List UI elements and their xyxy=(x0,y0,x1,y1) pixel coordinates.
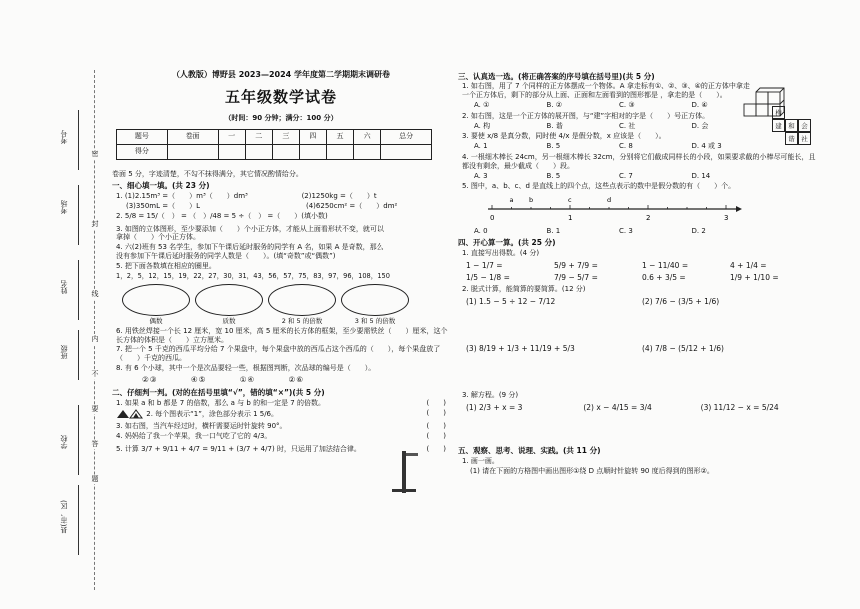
number-line-label: 1 xyxy=(568,214,573,223)
section-3-title: 三、认真选一选。(将正确答案的序号填在括号里)(共 5 分) xyxy=(458,72,655,81)
barrier-gate-icon xyxy=(390,445,420,495)
number-line-point-label: d xyxy=(607,196,612,205)
number-line-label: 2 xyxy=(646,214,651,223)
option[interactable]: C. 3 xyxy=(619,227,633,236)
question-3-3: 3. 要使 x/8 是真分数，同时使 4/x 是假分数，x 应该是（ ）。 xyxy=(462,132,666,141)
ball-group: ④⑤ xyxy=(190,374,207,384)
step-calc-item: (2) 7/6 − (3/5 + 1/6) xyxy=(642,297,720,307)
oval-even[interactable] xyxy=(122,284,190,316)
number-line-label: 0 xyxy=(490,214,495,223)
cut-line xyxy=(94,70,95,590)
question-1-5-numbers: 1，2，5，12，15，19，22，27，30，31，43，56，57，75，83，97，96，108，150 xyxy=(116,271,390,280)
score-input[interactable] xyxy=(272,144,299,159)
question-1-1b xyxy=(126,202,450,211)
question-text: 5. 计算 3/7 + 9/11 + 4/7 = 9/11 + (3/7 + 4/7) 时，只运用了加法结合律。 xyxy=(116,444,361,453)
question-1-3: 3. 如图的立体图形，至少要添加（ ）个小正方体，才能从上面看形状不变，就可以拿掉（ ）个小正方体。 xyxy=(116,224,384,242)
score-input[interactable] xyxy=(354,144,381,159)
score-table-header-row xyxy=(117,129,432,144)
cut-mark: 不 xyxy=(91,370,99,378)
right-column xyxy=(458,70,818,477)
score-input[interactable] xyxy=(167,144,218,159)
oval-label: 质数 xyxy=(222,316,236,325)
number-line-point-label: a xyxy=(509,196,514,205)
option[interactable]: D. 2 xyxy=(691,227,706,236)
exam-title: 五年级数学试卷 xyxy=(224,88,337,106)
answer-paren[interactable]: ( ) xyxy=(426,421,446,430)
exam-note: 卷面 5 分，字迹清楚，不勾不抹得满分，其它情况酌情给分。 xyxy=(112,169,303,178)
question-3-4: 4. 一根细木棒长 24cm，另一根细木棒长 32cm，分别将它们截成同样长的小段，如果要求截的小棒尽可能长，且都没有剩余，最少截成（ ）段。 xyxy=(462,153,816,170)
binding-label-class: 班级 xyxy=(60,345,68,359)
question-1-8: 8. 有 6 个小球，其中一个是次品要轻一些，根据图判断，次品球的编号是（ ）。 xyxy=(116,363,376,372)
option[interactable]: B. ② xyxy=(546,100,563,109)
section-2-title: 二、仔细判一判。(对的在括号里填“√”，错的填“×”)(共 5 分) xyxy=(112,388,325,398)
score-cell: 二 xyxy=(245,129,272,144)
question-text: (2)1250kg =（ ）t xyxy=(301,191,377,200)
oval-label: 2 和 5 的倍数 xyxy=(281,316,323,325)
cut-mark: 题 xyxy=(91,475,99,483)
section-4-part-3: 3. 解方程。(9 分) xyxy=(462,391,519,400)
net-cell: 构 xyxy=(772,106,785,119)
oval-labels xyxy=(122,317,450,325)
cut-mark: 内 xyxy=(91,335,99,343)
question-3-5-options xyxy=(474,227,764,236)
binding-margin xyxy=(50,70,110,590)
oval-multiple-3-5[interactable] xyxy=(341,284,409,316)
net-cell: 会 xyxy=(798,119,811,132)
question-3-2-options xyxy=(474,122,764,131)
option[interactable]: C. 7 xyxy=(619,171,633,180)
option[interactable]: C. 8 xyxy=(619,142,633,151)
oral-calc-item: 1 − 11/40 = xyxy=(642,260,689,270)
option[interactable]: D. ④ xyxy=(691,100,708,109)
score-cell: 一 xyxy=(218,129,245,144)
option[interactable]: B. 5 xyxy=(546,142,561,151)
binding-label-name: 姓名 xyxy=(60,280,68,294)
oval-prime[interactable] xyxy=(195,284,263,316)
score-table xyxy=(116,129,432,160)
triangle-figure-icon xyxy=(116,409,144,419)
binding-underline xyxy=(78,405,79,475)
question-3-5: 5. 图中，a、b、c、d 是直线上的四个点，这些点表示的数中是假分数的有（ ）个。 xyxy=(462,182,736,191)
question-3-2: 2. 如右图，这是一个正方体的展开图，与“建”字相对的字是（ ）号正方体。 xyxy=(462,111,710,120)
option[interactable]: B. 5 xyxy=(546,171,561,180)
cut-mark: 答 xyxy=(91,440,99,448)
binding-label-kaohao: 考号 xyxy=(60,130,68,144)
section-5-title: 五、观察、思考、说理、实践。(共 11 分) xyxy=(458,446,601,456)
option[interactable]: C. 社 xyxy=(619,121,636,130)
binding-underline xyxy=(78,260,79,320)
section-4-title: 四、开心算一算。(共 25 分) xyxy=(458,238,556,248)
balance-balls xyxy=(142,375,450,384)
question-text: (4)6250cm² =（ ）dm² xyxy=(306,201,398,210)
score-input[interactable] xyxy=(299,144,326,159)
ball-group: ②③ xyxy=(142,374,158,384)
cut-mark: 密 xyxy=(91,150,99,158)
score-cell: 六 xyxy=(354,129,381,144)
score-input[interactable] xyxy=(245,144,272,159)
question-2-2 xyxy=(116,409,450,421)
oval-label: 偶数 xyxy=(149,316,163,325)
score-cell: 题号 xyxy=(117,129,168,144)
oral-calc-row xyxy=(466,273,818,282)
answer-paren[interactable]: ( ) xyxy=(426,444,446,453)
step-calc-item: (4) 7/8 − (5/12 + 1/6) xyxy=(642,344,724,354)
option[interactable]: A. ① xyxy=(474,100,490,109)
score-cell: 得分 xyxy=(117,144,168,159)
question-text: 3. 如右图，当汽车经过时，横杆需要运时针旋转 90°。 xyxy=(116,421,287,430)
section-5-part-1a: (1) 请在下面的方格图中画出图形①绕 D 点顺时针旋转 90 度后得到的图形②。 xyxy=(470,466,714,475)
option[interactable]: D. 4 或 3 xyxy=(691,142,722,151)
score-input[interactable] xyxy=(381,144,432,159)
answer-paren[interactable]: ( ) xyxy=(426,408,446,417)
oral-calc-item: 1 − 1/7 = xyxy=(466,260,503,270)
number-sort-ovals xyxy=(122,284,450,316)
question-text: (3)350mL =（ ）L xyxy=(126,201,200,210)
binding-label-school: 学校 xyxy=(60,435,68,449)
answer-paren[interactable]: ( ) xyxy=(426,398,446,407)
question-1-4: 4. 六(2)班有 53 名学生，参加下午课后延时服务的同学有 A 名，如果 A 是奇数，那么没有参加下午课后延时服务的同学人数是（ ）。(填“奇数”或“偶数”) xyxy=(116,243,384,260)
oral-calc-row xyxy=(466,261,818,270)
score-cell: 三 xyxy=(272,129,299,144)
oval-label: 3 和 5 的倍数 xyxy=(354,316,396,325)
ball-group: ①④ xyxy=(239,374,256,384)
exam-meta: （时间：90 分钟；满分：100 分） xyxy=(224,113,338,122)
question-2-4 xyxy=(116,432,450,444)
question-text: 4. 妈妈给了我一个苹果，我一口气吃了它的 4/3。 xyxy=(116,431,272,440)
equation-item: (3) 11/12 − x = 5/24 xyxy=(700,403,779,413)
question-2-3 xyxy=(116,422,450,431)
option[interactable]: C. ③ xyxy=(619,100,635,109)
net-cell: 谐 xyxy=(785,132,798,145)
score-input[interactable] xyxy=(218,144,245,159)
question-3-4-options xyxy=(474,172,764,181)
oral-calc-item: 0.6 + 3/5 = xyxy=(642,272,686,282)
score-cell: 四 xyxy=(299,129,326,144)
equation-row xyxy=(466,403,818,443)
question-1-6: 6. 用铁丝焊接一个长 12 厘米，宽 10 厘米，高 5 厘米的长方体的框架，至少要需铁丝（ ）厘米，这个长方体的体积是（ ）立方厘米。 xyxy=(116,326,448,344)
question-1-5: 5. 把下面各数填在相应的圈里。 xyxy=(116,261,216,270)
question-text: 1. (1)2.15m³ =（ ）m³（ ）dm³ xyxy=(116,191,248,200)
score-input[interactable] xyxy=(326,144,353,159)
cut-mark: 线 xyxy=(91,290,99,298)
section-5-part-1: 1. 画一画。 xyxy=(462,456,499,465)
section-4-part-1: 1. 直接写出得数。(4 分) xyxy=(462,248,540,257)
step-calc-item: (3) 8/19 + 1/3 + 11/19 + 5/3 xyxy=(466,344,575,354)
binding-underline xyxy=(78,110,79,170)
option[interactable]: D. 会 xyxy=(691,121,709,130)
question-text: 1. 如果 a 和 b 都是 7 的倍数，那么 a 与 b 的和一定是 7 的倍数。 xyxy=(116,398,325,407)
equation-item: (2) x − 4/15 = 3/4 xyxy=(583,403,652,413)
option[interactable]: B. 1 xyxy=(546,227,561,236)
binding-label-county: 县(市、区) xyxy=(60,500,68,534)
equation-item: (1) 2/3 + x = 3 xyxy=(466,403,523,413)
score-cell: 卷面 xyxy=(167,129,218,144)
score-table-score-row xyxy=(117,144,432,159)
number-line-label: 3 xyxy=(724,214,729,223)
binding-underline xyxy=(78,330,79,380)
step-calc-item: (1) 1.5 − 5 ÷ 12 − 7/12 xyxy=(466,297,556,307)
option[interactable]: D. 14 xyxy=(691,171,711,180)
option[interactable]: A. 0 xyxy=(474,227,488,236)
score-cell: 五 xyxy=(326,129,353,144)
question-3-1-options xyxy=(474,101,764,110)
section-1-title: 一、细心填一填。(共 23 分) xyxy=(112,181,210,191)
step-calc-row xyxy=(466,297,818,341)
option[interactable]: A. 3 xyxy=(474,171,488,180)
number-line-point-label: b xyxy=(529,196,534,205)
net-cell: 社 xyxy=(798,132,811,145)
cut-mark: 要 xyxy=(91,405,99,413)
oral-calc-item: 1/5 − 1/8 = xyxy=(466,272,510,282)
cut-mark: 封 xyxy=(91,220,99,228)
oral-calc-item: 7/9 − 5/7 = xyxy=(554,272,598,282)
step-calc-row xyxy=(466,344,818,388)
oval-multiple-2-5[interactable] xyxy=(268,284,336,316)
question-1-1 xyxy=(116,192,450,201)
number-line-point-label: c xyxy=(568,196,572,205)
question-1-7: 7. 把一个 5 千克的西瓜平均分给 7 个果盘中，每个果盘中放的西瓜占这个西瓜的（ ），每个果盘放了（ ）千克的西瓜。 xyxy=(116,345,441,362)
option[interactable]: A. 1 xyxy=(474,142,488,151)
binding-label-kaochang: 考场 xyxy=(60,200,68,214)
oral-calc-item: 5/9 + 7/9 = xyxy=(554,260,598,270)
section-4-part-2: 2. 脱式计算，能简算的要简算。(12 分) xyxy=(462,285,586,294)
cube-net-figure xyxy=(772,106,812,146)
score-cell: 总分 xyxy=(381,129,432,144)
question-3-1: 1. 如右图，用了 7 个同样的正方体摆成一个物体。A 拿走标有①、②、③、④的正方体中拿走一个正方体后，剩下的部分从上面、正面和左面看到的图形都是 ，拿走的是（ ）。 xyxy=(462,82,750,100)
oral-calc-item: 1/9 + 1/10 = xyxy=(730,272,779,282)
number-line-svg xyxy=(484,195,744,223)
net-cell: 建 xyxy=(772,119,785,132)
exam-header-line: （人教版）博野县 2023—2024 学年度第二学期期末调研卷 xyxy=(171,70,391,79)
net-cell: 和 xyxy=(785,119,798,132)
question-1-2: 2. 5/8 = 15/（ ） = （ ）/48 = 5 ÷（ ） =（ ）(填小数) xyxy=(116,211,328,220)
number-line xyxy=(484,195,744,223)
question-text: 2. 每个图表示“1”，涂色部分表示 1 5/6。 xyxy=(146,409,279,418)
option[interactable]: A. 构 xyxy=(474,121,491,130)
answer-paren[interactable]: ( ) xyxy=(426,431,446,440)
ball-group: ②⑥ xyxy=(288,374,304,384)
question-3-3-options xyxy=(474,142,764,151)
oral-calc-item: 4 + 1/4 = xyxy=(730,260,767,270)
option[interactable]: B. 谐 xyxy=(546,121,563,130)
left-column xyxy=(112,70,450,458)
binding-underline xyxy=(78,485,79,555)
question-2-1 xyxy=(116,399,450,408)
binding-underline xyxy=(78,185,79,245)
